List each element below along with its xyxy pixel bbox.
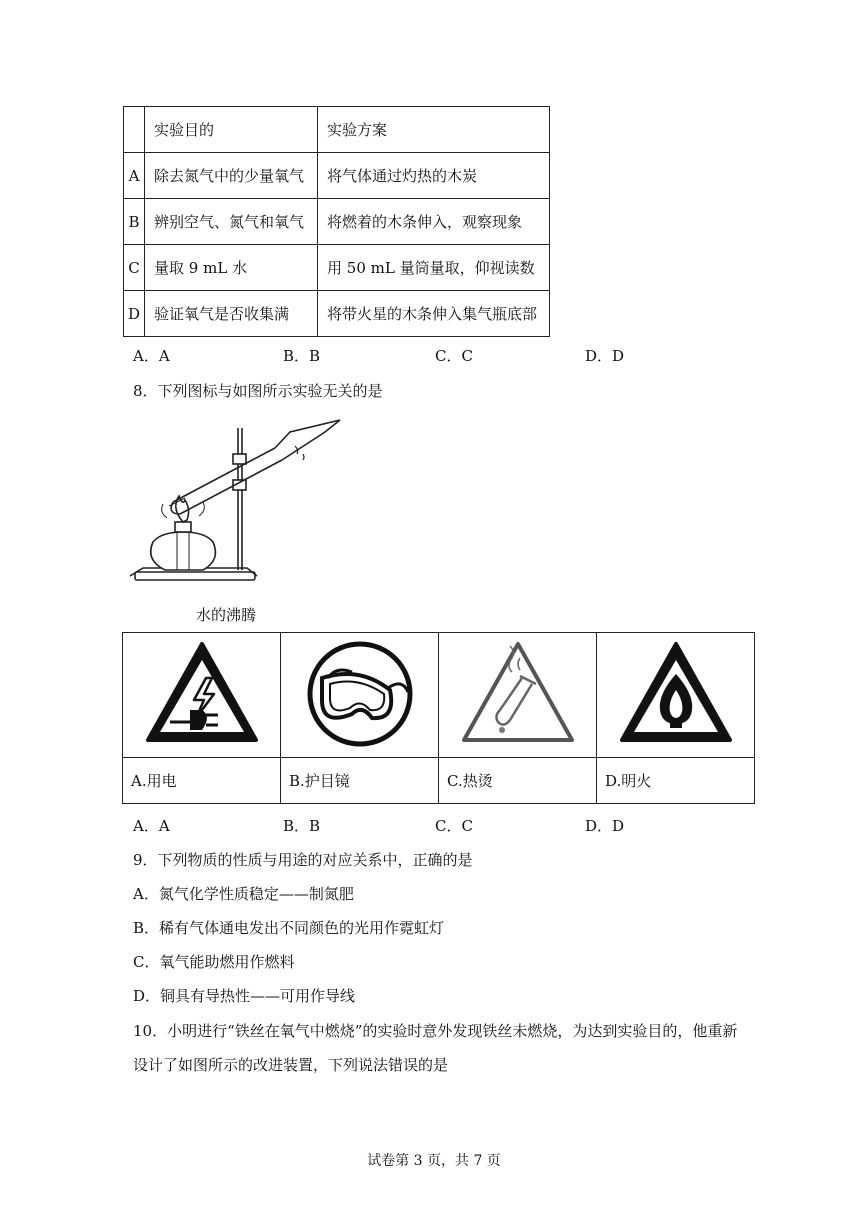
table-row [124, 245, 550, 291]
table-cell: B [124, 199, 145, 245]
page-footer: 试卷第 3 页，共 7 页 [367, 1153, 501, 1169]
icon-cell-d [597, 633, 755, 758]
option-a[interactable]: A．A [133, 347, 170, 365]
hot-surface-icon [458, 638, 578, 748]
option-c[interactable]: C．C [435, 817, 473, 835]
table-cell: 辨别空气、氮气和氧气 [145, 199, 318, 245]
q8-stem: 8．下列图标与如图所示实验无关的是 [133, 382, 383, 400]
q9-option-c[interactable]: C．氧气能助燃用作燃料 [133, 953, 295, 971]
table-cell: D [124, 291, 145, 337]
icon-cell-a [123, 633, 281, 758]
heating-apparatus-figure [125, 410, 345, 588]
icon-label-d: D.明火 [597, 758, 755, 804]
table-row [124, 153, 550, 199]
electricity-warning-icon [142, 638, 262, 748]
icon-cell-b [281, 633, 439, 758]
option-b[interactable]: B．B [283, 347, 321, 365]
q9-option-a[interactable]: A．氮气化学性质稳定——制氮肥 [133, 885, 354, 903]
table-cell: 用 50 mL 量筒量取，仰视读数 [318, 245, 550, 291]
table-header-cell [124, 107, 145, 153]
icon-label-c: C.热烫 [439, 758, 597, 804]
table-cell: C [124, 245, 145, 291]
table-cell: 量取 9 mL 水 [145, 245, 318, 291]
option-d[interactable]: D．D [585, 347, 625, 365]
icon-label-a: A.用电 [123, 758, 281, 804]
table-header-cell: 实验目的 [145, 107, 318, 153]
experiment-table [123, 106, 550, 337]
figure-caption: 水的沸腾 [196, 606, 257, 624]
option-a[interactable]: A．A [133, 817, 170, 835]
table-cell: 验证氧气是否收集满 [145, 291, 318, 337]
table-row [124, 199, 550, 245]
q10-stem-line2: 设计了如图所示的改进装置，下列说法错误的是 [133, 1056, 449, 1074]
q10-stem-line1: 10．小明进行“铁丝在氧气中燃烧”的实验时意外发现铁丝未燃烧，为达到实验目的，他重新 [133, 1022, 738, 1040]
table-cell: 将燃着的木条伸入，观察现象 [318, 199, 550, 245]
q9-option-d[interactable]: D．铜具有导热性——可用作导线 [133, 987, 356, 1005]
q9-option-b[interactable]: B．稀有气体通电发出不同颜色的光用作霓虹灯 [133, 919, 445, 937]
table-cell: 将气体通过灼热的木炭 [318, 153, 550, 199]
option-d[interactable]: D．D [585, 817, 625, 835]
option-b[interactable]: B．B [283, 817, 321, 835]
table-cell: 将带火星的木条伸入集气瓶底部 [318, 291, 550, 337]
table-row [124, 291, 550, 337]
table-header-row [124, 107, 550, 153]
icon-cell-c [439, 633, 597, 758]
q9-stem: 9．下列物质的性质与用途的对应关系中，正确的是 [133, 851, 473, 869]
table-cell: A [124, 153, 145, 199]
table-cell: 除去氮气中的少量氧气 [145, 153, 318, 199]
icon-table [122, 632, 755, 804]
option-c[interactable]: C．C [435, 347, 473, 365]
icon-label-b: B.护目镜 [281, 758, 439, 804]
goggles-icon [300, 638, 420, 748]
table-header-cell: 实验方案 [318, 107, 550, 153]
open-flame-icon [616, 638, 736, 748]
